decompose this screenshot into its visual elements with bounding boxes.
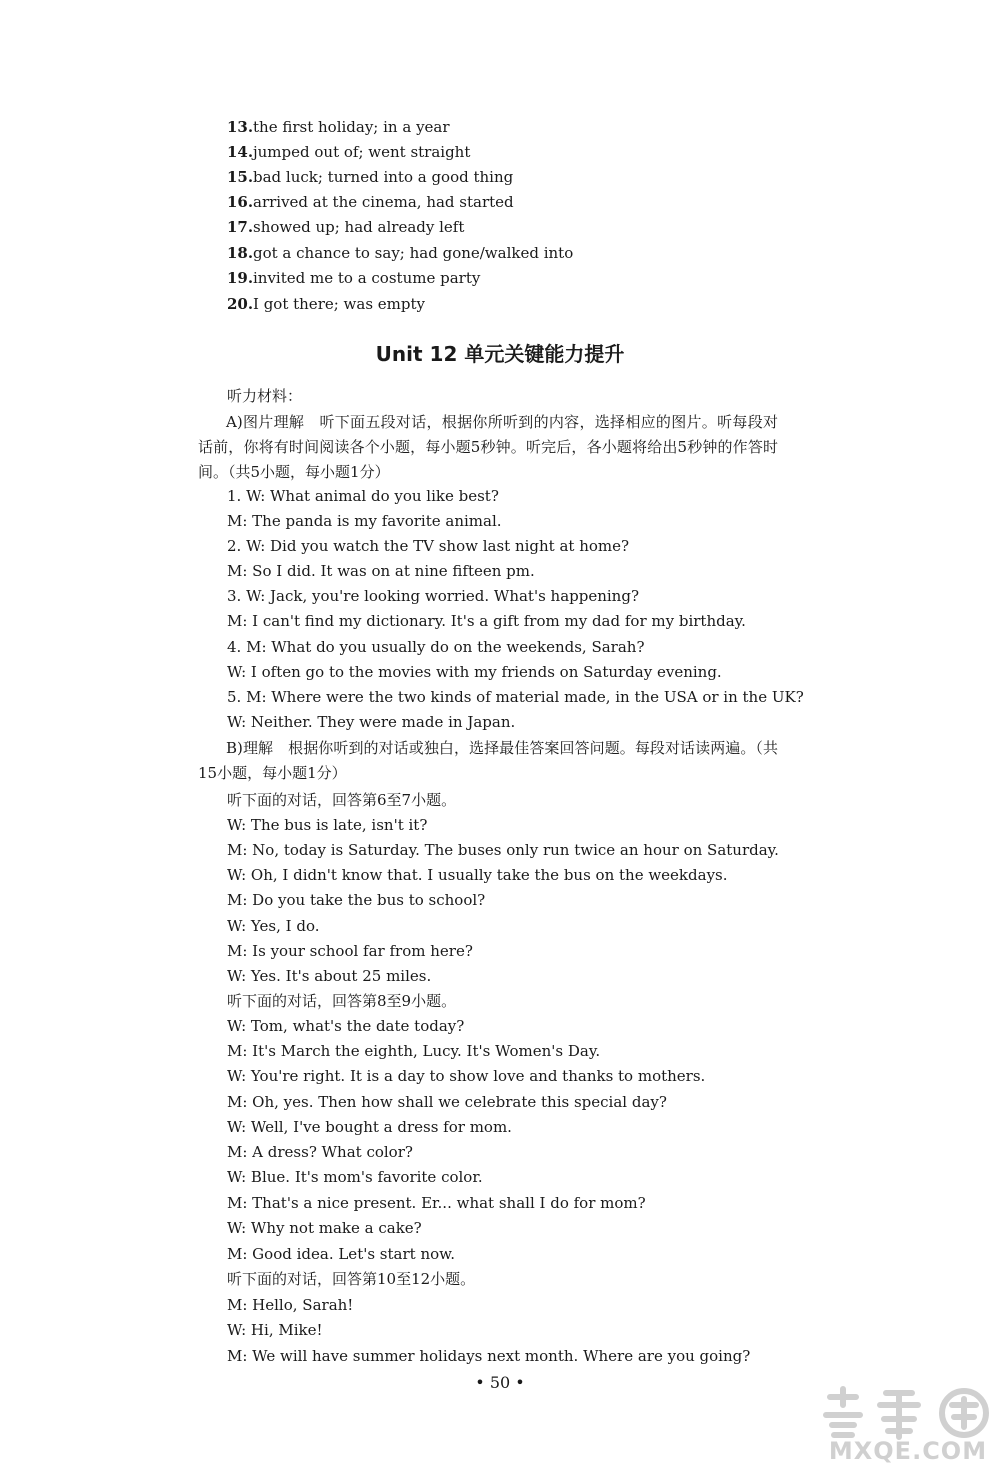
dialog-line: W: Yes, I do. xyxy=(227,917,320,935)
dialog-line: 听下面的对话，回答第10至12小题。 xyxy=(227,1270,476,1288)
dialog-line: M: Hello, Sarah! xyxy=(227,1296,354,1314)
dialog-line: 4. M: What do you usually do on the weekends, Sarah? xyxy=(227,638,645,656)
dialog-line: W: You're right. It is a day to show love and thanks to mothers. xyxy=(227,1067,706,1085)
dialog-line: M: The panda is my favorite animal. xyxy=(227,512,502,530)
answer-line: 16.arrived at the cinema, had started xyxy=(227,193,514,211)
dialog-line: W: Why not make a cake? xyxy=(227,1219,422,1237)
dialog-line: M: It's March the eighth, Lucy. It's Women's Day. xyxy=(227,1042,601,1060)
watermark-logo xyxy=(816,1385,1000,1471)
dialog-line: 听下面的对话，回答第6至7小题。 xyxy=(227,791,457,809)
answer-line: 17.showed up; had already left xyxy=(227,218,465,236)
dialog-line: W: Hi, Mike! xyxy=(227,1321,323,1339)
answer-line: 14.jumped out of; went straight xyxy=(227,143,471,161)
section-title: Unit 12 单元关键能力提升 xyxy=(375,342,625,366)
dialog-line: W: Tom, what's the date today? xyxy=(227,1017,465,1035)
dialog-line: 1. W: What animal do you like best? xyxy=(227,487,499,505)
watermark-glyphs xyxy=(816,1385,1000,1441)
dialog-line: W: Blue. It's mom's favorite color. xyxy=(227,1168,483,1186)
dialog-line: 5. M: Where were the two kinds of material made, in the USA or in the UK? xyxy=(227,688,804,706)
dialog-line: M: Good idea. Let's start now. xyxy=(227,1245,455,1263)
dialog-line: M: Do you take the bus to school? xyxy=(227,891,486,909)
answer-line: 20.I got there; was empty xyxy=(227,295,426,313)
section-a-instructions: A)图片理解 听下面五段对话，根据你所听到的内容，选择相应的图片。听每段对话前，你将有时间阅读各个小题，每小题5秒钟。听完后，各小题将给出5秒钟的作答时间。（共5小题，每小题1分） xyxy=(198,413,778,481)
listening-header: 听力材料： xyxy=(227,387,303,405)
answer-line: 15.bad luck; turned into a good thing xyxy=(227,168,514,186)
watermark-text: MXQE.COM xyxy=(828,1437,988,1465)
dialog-line: M: A dress? What color? xyxy=(227,1143,413,1161)
dialog-line: 3. W: Jack, you're looking worried. What's happening? xyxy=(227,587,639,605)
dialog-line: M: No, today is Saturday. The buses only run twice an hour on Saturday. xyxy=(227,841,779,859)
dialog-line: M: Oh, yes. Then how shall we celebrate this special day? xyxy=(227,1093,667,1111)
dialog-line: 听下面的对话，回答第8至9小题。 xyxy=(227,992,457,1010)
page-number: • 50 • xyxy=(475,1373,525,1392)
dialog-line: W: Yes. It's about 25 miles. xyxy=(227,967,432,985)
answer-line: 19.invited me to a costume party xyxy=(227,269,481,287)
dialog-line: M: I can't find my dictionary. It's a gift from my dad for my birthday. xyxy=(227,612,746,630)
answer-line: 13.the first holiday; in a year xyxy=(227,118,450,136)
section-b-instructions: B)理解 根据你听到的对话或独白，选择最佳答案回答问题。每段对话读两遍。（共15小题，每小题1分） xyxy=(198,739,778,782)
answer-line: 18.got a chance to say; had gone/walked into xyxy=(227,244,574,262)
dialog-line: W: The bus is late, isn't it? xyxy=(227,816,428,834)
dialog-line: 2. W: Did you watch the TV show last night at home? xyxy=(227,537,630,555)
dialog-line: W: Oh, I didn't know that. I usually take the bus on the weekdays. xyxy=(227,866,728,884)
dialog-line: W: Well, I've bought a dress for mom. xyxy=(227,1118,512,1136)
dialog-line: M: We will have summer holidays next month. Where are you going? xyxy=(227,1347,751,1365)
dialog-line: M: So I did. It was on at nine fifteen pm. xyxy=(227,562,535,580)
dialog-line: W: Neither. They were made in Japan. xyxy=(227,713,516,731)
dialog-line: W: I often go to the movies with my friends on Saturday evening. xyxy=(227,663,722,681)
dialog-line: M: That's a nice present. Er... what shall I do for mom? xyxy=(227,1194,646,1212)
dialog-line: M: Is your school far from here? xyxy=(227,942,473,960)
